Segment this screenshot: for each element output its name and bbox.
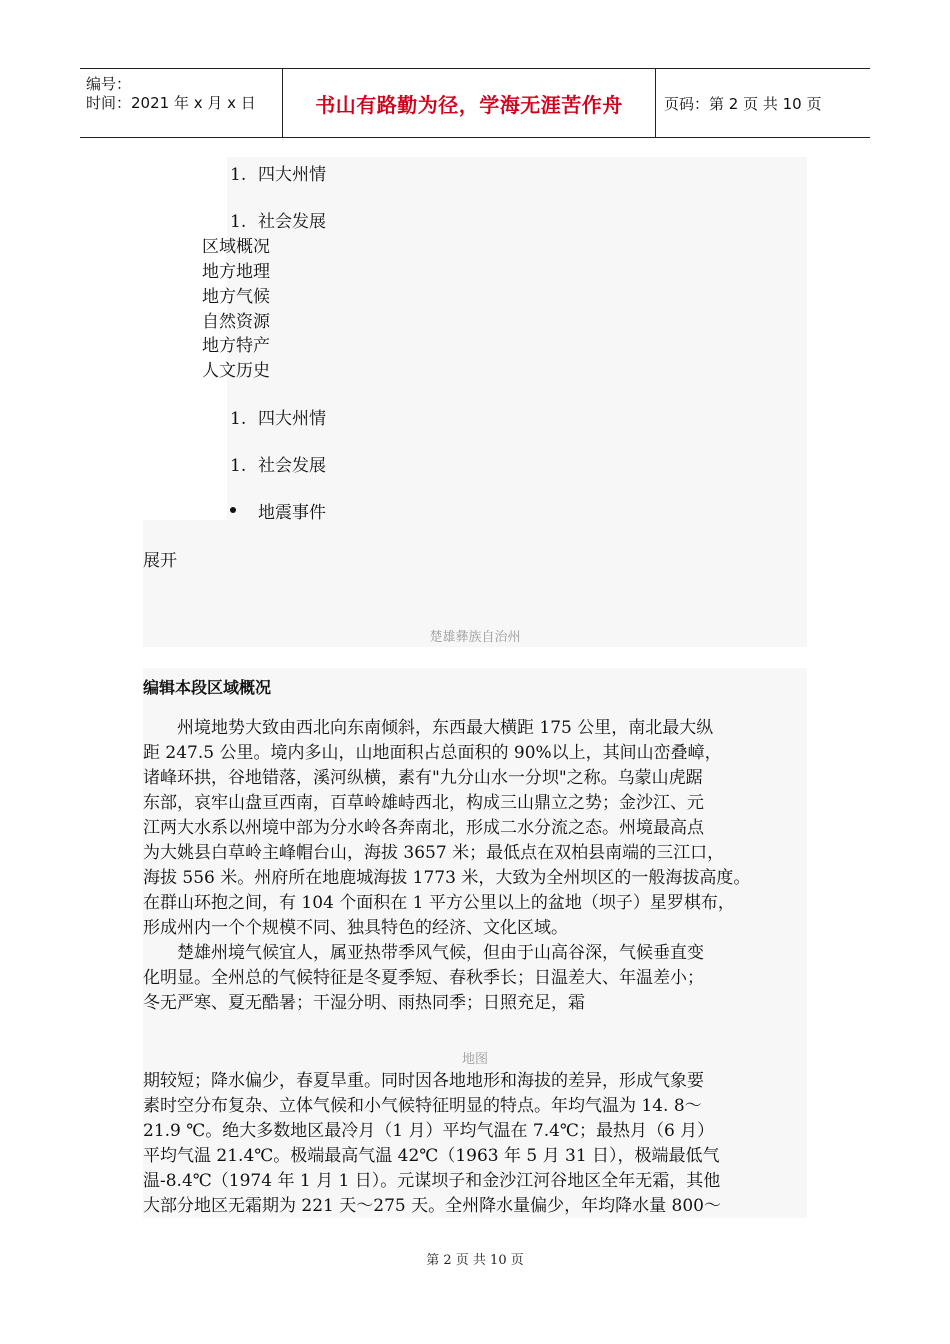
image-caption: 楚雄彝族自治州 — [429, 630, 521, 645]
text-line: 21.9 ℃。绝大多数地区最冷月（1 月）平均气温在 7.4℃；最热月（6 月） — [143, 1121, 715, 1141]
text-line: 东部，哀牢山盘亘西南，百草岭雄峙西北，构成三山鼎立之势；金沙江、元 — [143, 793, 704, 813]
header-motto-cell — [283, 69, 656, 137]
text-line: 海拔 556 米。州府所在地鹿城海拔 1773 米，大致为全州坝区的一般海拔高度。 — [143, 868, 751, 888]
text-line: 化明显。全州总的气候特征是冬夏季短、春秋季长；日温差大、年温差小； — [143, 968, 704, 988]
nav-number: 1. — [230, 409, 247, 429]
nav-item-region[interactable] — [230, 160, 326, 185]
date-label: 时间：2021 年 x 月 x 日 — [86, 94, 256, 112]
text-line: 大部分地区无霜期为 221 天～275 天。全州降水量偏少，年均降水量 800～ — [143, 1196, 721, 1216]
text-line: 在群山环抱之间，有 104 个面积在 1 平方公里以上的盆地（坝子）星罗棋布， — [143, 893, 735, 913]
subnav-item-products[interactable]: 地方特产 — [202, 336, 270, 356]
page-header — [80, 68, 870, 138]
nav-label: 社会发展 — [258, 456, 326, 476]
header-page-cell — [656, 69, 870, 137]
page-footer: 第 2 页 共 10 页 — [426, 1253, 524, 1268]
nav-number: 1. — [230, 212, 247, 232]
number-label: 编号： — [86, 75, 132, 93]
nav-number: 1. — [230, 165, 247, 185]
nav-number: 1. — [230, 456, 247, 476]
nav-item-region-2[interactable] — [230, 404, 326, 429]
text-line: 州境地势大致由西北向东南倾斜，东西最大横距 175 公里，南北最大纵 — [143, 718, 714, 738]
page-indicator: 页码：第 2 页 共 10 页 — [664, 94, 822, 113]
map-caption: 地图 — [461, 1052, 488, 1067]
text-line: 楚雄州境气候宜人，属亚热带季风气候，但由于山高谷深，气候垂直变 — [143, 943, 704, 963]
header-info-cell — [80, 69, 283, 137]
text-line: 期较短；降水偏少，春夏旱重。同时因各地地形和海拔的差异，形成气象要 — [143, 1071, 704, 1091]
text-line: 形成州内一个个规模不同、独具特色的经济、文化区域。 — [143, 918, 568, 938]
subnav-item-overview[interactable]: 区域概况 — [202, 237, 270, 257]
nav-item-society[interactable] — [230, 207, 326, 232]
subnav-item-resources[interactable]: 自然资源 — [202, 312, 270, 332]
expand-link[interactable]: 展开 — [143, 551, 177, 571]
motto: 书山有路勤为径，学海无涯苦作舟 — [315, 92, 623, 117]
subnav-item-climate[interactable]: 地方气候 — [202, 287, 270, 307]
text-line: 平均气温 21.4℃。极端最高气温 42℃（1963 年 5 月 31 日），极端最低气 — [143, 1146, 720, 1166]
text-line: 江两大水系以州境中部为分水岭各奔南北，形成二水分流之态。州境最高点 — [143, 818, 704, 838]
nav-label: 四大州情 — [258, 409, 326, 429]
subnav-item-geography[interactable]: 地方地理 — [202, 262, 270, 282]
nav-item-society-2[interactable] — [230, 451, 326, 476]
text-line: 素时空分布复杂、立体气候和小气候特征明显的特点。年均气温为 14. 8～ — [143, 1096, 702, 1116]
text-line: 距 247.5 公里。境内多山，山地面积占总面积的 90%以上，其间山峦叠嶂， — [143, 743, 722, 763]
nav-label: 四大州情 — [258, 165, 326, 185]
text-line: 为大姚县白草岭主峰帽台山，海拔 3657 米；最低点在双柏县南端的三江口， — [143, 843, 725, 863]
subnav-item-history[interactable]: 人文历史 — [202, 361, 270, 381]
nav-label: 社会发展 — [258, 212, 326, 232]
text-line: 冬无严寒、夏无酷暑；干湿分明、雨热同季；日照充足，霜 — [143, 993, 585, 1013]
bullet-icon — [230, 507, 236, 513]
section-heading: 编辑本段区域概况 — [143, 678, 272, 697]
text-line: 诸峰环拱，谷地错落，溪河纵横，素有"九分山水一分坝"之称。乌蒙山虎踞 — [143, 768, 703, 788]
nav-item-earthquake[interactable]: 地震事件 — [258, 503, 326, 523]
text-line: 温-8.4℃（1974 年 1 月 1 日）。元谋坝子和金沙江河谷地区全年无霜，其他 — [143, 1171, 721, 1191]
